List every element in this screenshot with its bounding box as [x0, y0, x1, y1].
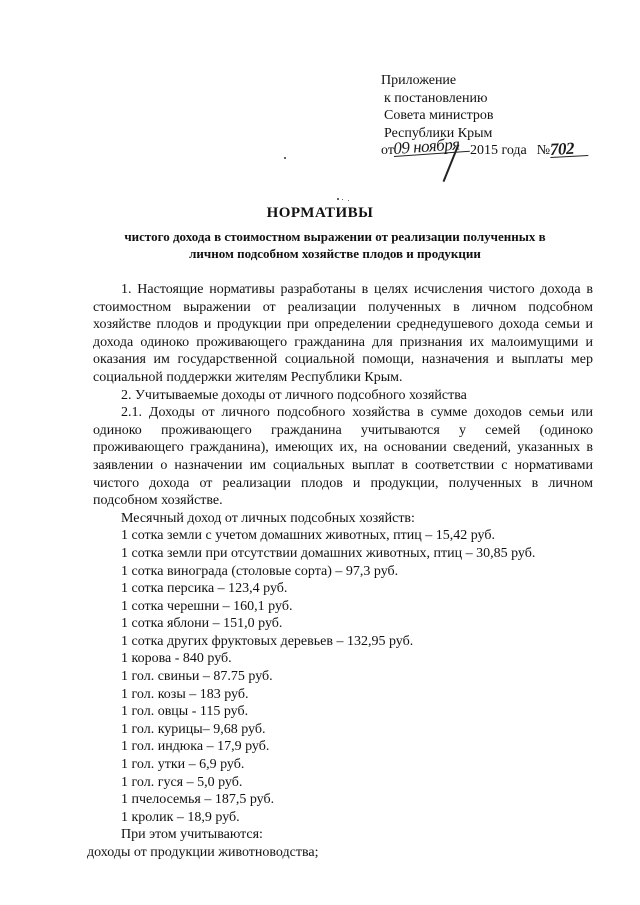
appendix-line-3: Совета министров — [384, 108, 494, 123]
income-list — [93, 527, 593, 826]
closing-line-2: доходы от продукции животноводства; — [87, 845, 319, 860]
scan-speck — [337, 198, 339, 200]
handwritten-number: 702 — [550, 141, 589, 158]
paragraph-2-1: 2.1. Доходы от личного подсобного хозяйства в сумме доходов семьи или одиноко проживающего гражданина учитываются у семей (одиноко проживающего гражданина), имеющих их, на основании сведений, указанных в заявлении о назначении им социальных выплат в соответствии с нормативами чистого дохода от реализации плодов и продукции, полученных в личном подсобном хозяйстве. — [93, 405, 593, 509]
list-item: 1 сотка винограда (столовые сорта) – 97,3 руб. — [121, 563, 399, 579]
paragraph-2: 2. Учитываемые доходы от личного подсобного хозяйства — [121, 387, 467, 403]
list-item: 1 сотка других фруктовых деревьев – 132,95 руб. — [121, 633, 414, 649]
number-prefix: № — [536, 143, 551, 158]
list-item: 1 сотка земли при отсутствии домашних животных, птиц – 30,85 руб. — [121, 545, 536, 561]
list-item: 1 гол. козы – 183 руб. — [121, 686, 249, 702]
subtitle-line-2: личном подсобном хозяйстве плодов и продукции — [189, 246, 481, 261]
document-subtitle — [80, 228, 590, 262]
appendix-line-1: Приложение — [381, 73, 457, 88]
date-suffix: 2015 года — [469, 143, 527, 158]
list-item: 1 гол. овцы - 115 руб. — [121, 704, 249, 720]
scan-speck — [284, 157, 286, 159]
list-item: 1 корова - 840 руб. — [121, 651, 232, 667]
subtitle-line-1: чистого дохода в стоимостном выражении от реализации полученных в — [124, 229, 546, 244]
list-item: 1 гол. свиньи – 87.75 руб. — [121, 669, 273, 685]
closing-line-1: При этом учитываются: — [121, 827, 263, 843]
resolution-date-line — [381, 134, 588, 160]
appendix-line-2: к постановлению — [384, 90, 488, 106]
list-item: 1 кролик – 18,9 руб. — [121, 809, 240, 825]
document-body — [87, 281, 593, 862]
list-item: 1 сотка яблони – 151,0 руб. — [121, 616, 283, 632]
appendix-line-4: Республики Крым — [384, 125, 493, 141]
list-item: 1 гол. утки – 6,9 руб. — [121, 757, 245, 773]
paragraph-1: 1. Настоящие нормативы разработаны в целях исчисления чистого дохода в стоимостном выражении от реализации полученных в личном подсобном хозяйстве плодов и продукции при определении среднедушевого дохода семьи и дохода одиноко проживающего гражданина для признания их малоимущими и оказания им государственной социальной помощи, назначения и выплаты мер социальной поддержки жителям Республики Крым. — [93, 282, 593, 385]
document-title: НОРМАТИВЫ — [266, 205, 374, 221]
list-item: 1 сотка черешни – 160,1 руб. — [121, 598, 293, 614]
date-prefix: от — [381, 143, 394, 158]
scan-speck — [342, 199, 343, 200]
scan-speck — [348, 200, 349, 201]
list-item: 1 сотка персика – 123,4 руб. — [121, 581, 288, 597]
list-item: 1 гол. гуся – 5,0 руб. — [121, 774, 243, 790]
paragraph-monthly-income: Месячный доход от личных подсобных хозяйств: — [121, 510, 415, 526]
list-item: 1 пчелосемья – 187,5 руб. — [121, 792, 275, 808]
list-item: 1 гол. индюка – 17,9 руб. — [121, 739, 270, 755]
appendix-header — [381, 72, 588, 160]
list-item: 1 гол. курицы– 9,68 руб. — [121, 721, 266, 737]
list-item: 1 сотка земли с учетом домашних животных, птиц – 15,42 руб. — [121, 528, 495, 544]
handwritten-date: 09 ноября — [393, 137, 470, 157]
